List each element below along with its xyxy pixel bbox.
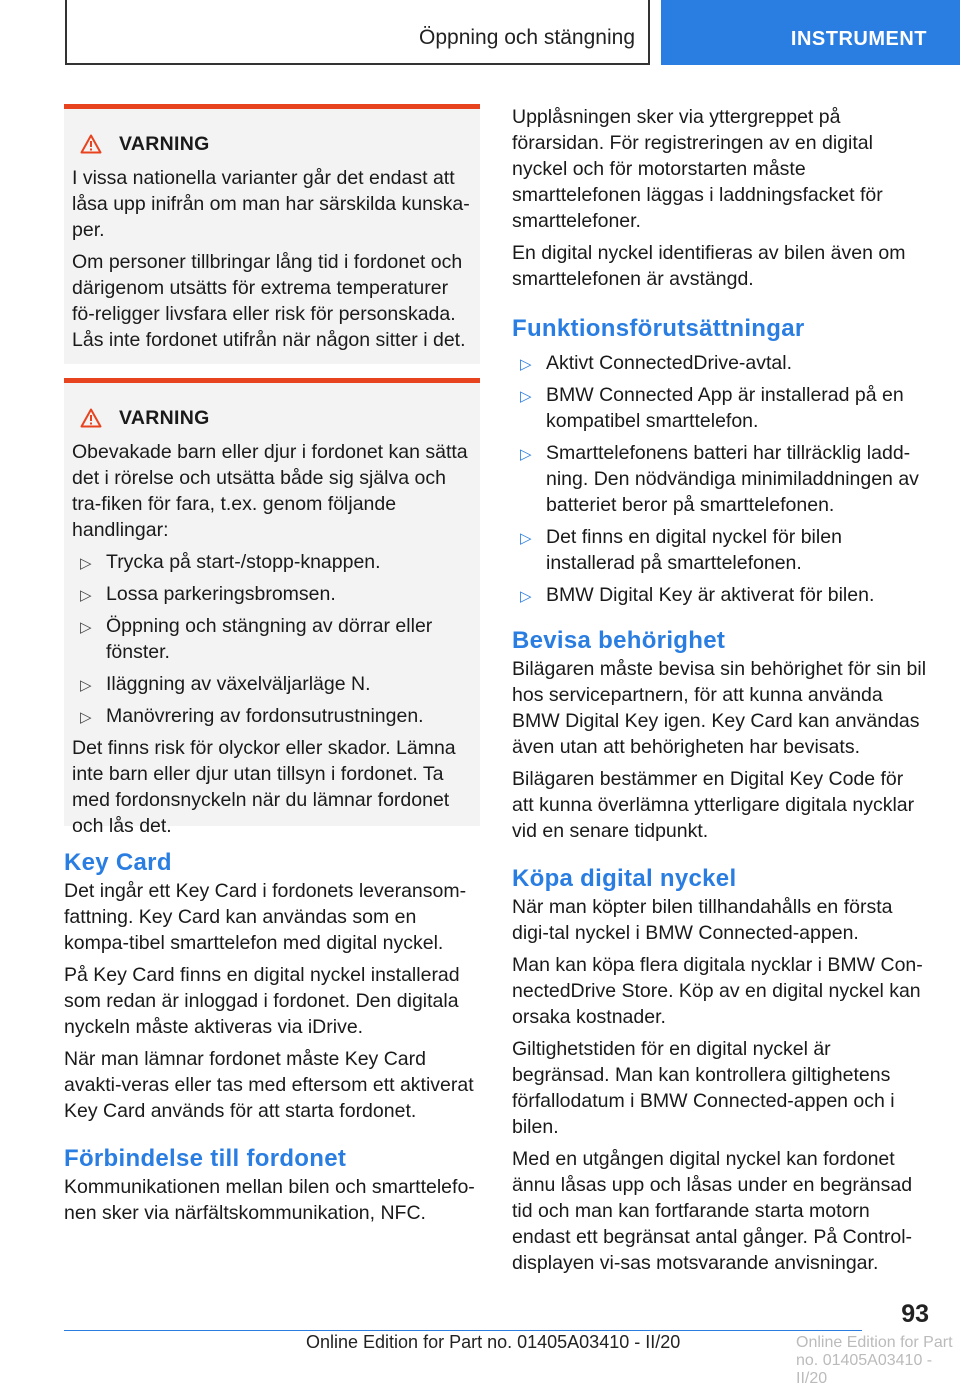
triangle-bullet-icon: ▷	[80, 619, 92, 636]
section-title: Öppning och stängning	[419, 26, 635, 49]
triangle-bullet-icon: ▷	[80, 555, 92, 572]
warning1-paragraph-1: I vissa nationella varianter går det endast att låsa upp inifrån om man har särskilda kunska‐per.	[72, 167, 470, 241]
purchase-paragraph-4: Med en utgången digital nyckel kan fordonet ännu låsas upp och låsas under en begränsad tid och man kan fortfarande starta motorn endast ett begränsat antal gånger. På Control-displayen vi‐sas motsvarande anvisningar.	[512, 1148, 913, 1274]
list-item: ▷ Manövrering av fordonsutrustningen.	[72, 703, 470, 729]
chapter-tab-label: INSTRUMENT	[790, 28, 927, 50]
list-item: ▷ Iläggning av växelväljarläge N.	[72, 671, 470, 697]
purchase-paragraph-1: När man köpter bilen tillhandahålls en första digi‐tal nyckel i BMW Connected-appen.	[512, 896, 893, 944]
warning-title-1	[80, 131, 470, 157]
warning-title-text-2: VARNING	[119, 406, 210, 429]
warning-box-1	[64, 104, 480, 364]
authorization-paragraph-1: Bilägaren måste bevisa sin behörighet för sin bil hos servicepartnern, för att kunna använda BMW Digital Key igen. Key Card kan användas även utan att behörigheten har bevisats.	[512, 658, 927, 758]
list-item: ▷ Trycka på start-/stopp-knappen.	[72, 549, 470, 575]
right-paragraph-2: En digital nyckel identifieras av bilen även om smarttelefonen är avstängd.	[512, 242, 906, 290]
footer-edition: Online Edition for Part no. 01405A03410 - II/20	[306, 1332, 681, 1352]
keycard-paragraph-2: På Key Card finns en digital nyckel installerad som redan är inloggad i fordonet. Den digitala nyckeln måste aktiveras via iDrive.	[64, 964, 460, 1038]
requirements-list	[512, 350, 930, 608]
list-item: ▷ Smarttelefonens batteri har tillräcklig ladd‐ning. Den nödvändiga minimiladdningen av batteriet beror på smarttelefonen.	[520, 442, 919, 516]
page-number: 93	[901, 1300, 929, 1328]
footer-watermark: Online Edition for Part no. 01405A03410 - II/20	[796, 1334, 953, 1387]
warning-triangle-icon	[80, 408, 102, 428]
purchase-paragraph-2: Man kan köpa flera digitala nycklar i BMW Con‐nectedDrive Store. Köp av en digital nyckel kan orsaka kostnader.	[512, 954, 923, 1028]
warning2-list	[72, 549, 470, 729]
warning-title-text-1: VARNING	[119, 132, 210, 155]
warning-title-2	[80, 405, 470, 431]
triangle-bullet-icon: ▷	[520, 356, 532, 373]
warning2-intro: Obevakade barn eller djur i fordonet kan sätta det i rörelse och utsätta både sig själva och tra‐fiken för fara, t.ex. genom följande handlingar:	[72, 441, 468, 541]
list-item: ▷ Lossa parkeringsbromsen.	[72, 581, 470, 607]
keycard-paragraph-3: När man lämnar fordonet måste Key Card avakti‐veras eller tas med eftersom ett aktiverat Key Card används för att starta fordonet.	[64, 1048, 474, 1122]
header-rule-bottom	[65, 63, 650, 65]
triangle-bullet-icon: ▷	[520, 446, 532, 463]
header-rule-right	[648, 0, 650, 64]
connection-paragraph-1: Kommunikationen mellan bilen och smarttelefo‐nen sker via närfältskommunikation, NFC.	[64, 1176, 475, 1224]
warning-box-2	[64, 378, 480, 837]
list-item: ▷ BMW Connected App är installerad på en kompatibel smarttelefon.	[520, 384, 904, 432]
list-item: ▷ BMW Digital Key är aktiverat för bilen.	[512, 582, 930, 608]
triangle-bullet-icon: ▷	[520, 530, 532, 547]
authorization-paragraph-2: Bilägaren bestämmer en Digital Key Code för att kunna överlämna ytterligare digitala nycklar vid en senare tidpunkt.	[512, 768, 915, 842]
list-item: ▷ Det finns en digital nyckel för bilen installerad på smarttelefonen.	[520, 526, 842, 574]
triangle-bullet-icon: ▷	[80, 709, 92, 726]
triangle-bullet-icon: ▷	[80, 587, 92, 604]
warning1-paragraph-2: Om personer tillbringar lång tid i fordonet och därigenom utsätts för extrema temperaturer fö‐religger livsfara eller risk för personskada. Lås inte fordonet utifrån när någon sitter i det.	[72, 251, 466, 351]
keycard-paragraph-1: Det ingår ett Key Card i fordonets leveransom‐fattning. Key Card kan användas som en kompa‐tibel smarttelefon med digital nyckel.	[64, 880, 467, 954]
triangle-bullet-icon: ▷	[520, 588, 532, 605]
left-column	[64, 104, 480, 1232]
triangle-bullet-icon: ▷	[520, 388, 532, 405]
heading-purchase: Köpa digital nyckel	[512, 865, 737, 892]
list-item: ▷ Aktivt ConnectedDrive-avtal.	[512, 350, 930, 376]
footer-rule	[64, 1330, 862, 1331]
warning2-outro: Det finns risk för olyckor eller skador. Lämna inte barn eller djur utan tillsyn i fordonet. Ta med fordonsnyckeln när du lämnar fordonet och lås det.	[72, 737, 456, 837]
heading-connection: Förbindelse till fordonet	[64, 1145, 347, 1172]
triangle-bullet-icon: ▷	[80, 677, 92, 694]
purchase-paragraph-3: Giltighetstiden för en digital nyckel är begränsad. Man kan kontrollera giltighetens förfallodatum i BMW Connected-appen och i bilen.	[512, 1038, 895, 1138]
heading-authorization: Bevisa behörighet	[512, 627, 726, 654]
right-paragraph-1: Upplåsningen sker via yttergreppet på förarsidan. För registreringen av en digital nyckel och för motorstarten måste smarttelefonen läggas i laddningsfacket för smarttelefoner.	[512, 106, 883, 232]
chapter-tab[interactable]	[661, 0, 960, 65]
heading-key-card: Key Card	[64, 849, 172, 876]
right-column	[512, 104, 930, 1282]
list-item: ▷ Öppning och stängning av dörrar eller fönster.	[80, 615, 433, 663]
warning-triangle-icon	[80, 134, 102, 154]
heading-requirements: Funktionsförutsättningar	[512, 315, 805, 342]
